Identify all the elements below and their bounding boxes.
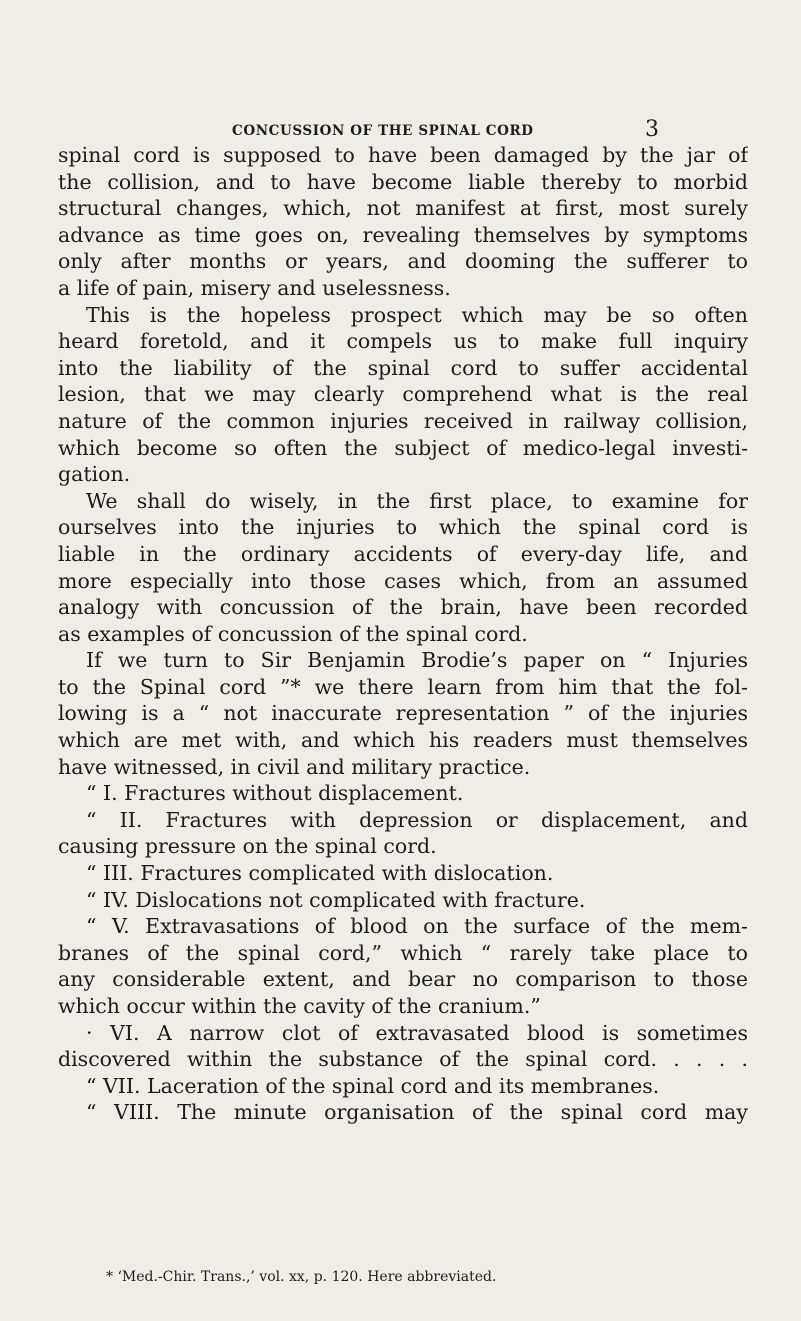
text-line: lowing is a “ not inaccurate representation ” of the injuries: [58, 701, 748, 726]
text-line: to the Spinal cord ”* we there learn from him that the fol-: [58, 674, 748, 699]
text-line: lesion, that we may clearly comprehend what is the real: [58, 382, 748, 407]
text-line: “ I. Fractures without displacement.: [86, 781, 464, 806]
text-line: “ VIII. The minute organisation of the spinal cord may: [86, 1100, 748, 1125]
text-line: branes of the spinal cord,” which “ rarely take place to: [58, 940, 748, 965]
text-line: “ II. Fractures with depression or displacement, and: [86, 807, 748, 832]
text-line: This is the hopeless prospect which may be so often: [86, 302, 748, 327]
text-line: liable in the ordinary accidents of every-day life, and: [58, 541, 748, 566]
text-line: If we turn to Sir Benjamin Brodie’s paper on “ Injuries: [86, 648, 748, 673]
text-line: the collision, and to have become liable thereby to morbid: [58, 169, 748, 194]
text-line: only after months or years, and dooming the sufferer to: [58, 249, 748, 274]
text-line: nature of the common injuries received in railway collision,: [58, 408, 748, 433]
text-line: ourselves into the injuries to which the spinal cord is: [58, 515, 748, 540]
text-line: “ III. Fractures complicated with dislocation.: [86, 861, 554, 886]
text-line: We shall do wisely, in the first place, to examine for: [86, 488, 748, 513]
text-line: which become so often the subject of medico-legal investi-: [58, 435, 748, 460]
text-line: “ V. Extravasations of blood on the surface of the mem-: [86, 914, 748, 939]
text-line: causing pressure on the spinal cord.: [58, 834, 437, 859]
running-title: CONCUSSION OF THE SPINAL CORD: [232, 123, 534, 139]
body-text: [58, 142, 748, 1126]
text-line: as examples of concussion of the spinal cord.: [58, 621, 528, 646]
text-line: which occur within the cavity of the cranium.”: [58, 994, 541, 1018]
text-line: · VI. A narrow clot of extravasated blood is sometimes: [86, 1020, 748, 1045]
text-line: into the liability of the spinal cord to suffer accidental: [58, 355, 748, 380]
text-line: “ VII. Laceration of the spinal cord and its membranes.: [86, 1073, 660, 1098]
text-line: more especially into those cases which, from an assumed: [58, 568, 748, 593]
text-line: structural changes, which, not manifest at first, most surely: [58, 196, 748, 221]
text-line: have witnessed, in civil and military practice.: [58, 754, 531, 779]
text-line: heard foretold, and it compels us to make full inquiry: [58, 329, 748, 354]
text-line: advance as time goes on, revealing themselves by symptoms: [58, 222, 748, 247]
text-line: which are met with, and which his readers must themselves: [58, 728, 748, 753]
text-line: discovered within the substance of the spinal cord. . . . .: [58, 1047, 748, 1072]
text-line: “ IV. Dislocations not complicated with fracture.: [86, 887, 586, 912]
footnote: * ‘Med.-Chir. Trans.,’ vol. xx, p. 120. Here abbreviated.: [106, 1269, 497, 1285]
text-line: spinal cord is supposed to have been damaged by the jar of: [58, 143, 748, 167]
page-number: 3: [645, 117, 659, 142]
text-line: gation.: [58, 462, 131, 487]
text-line: any considerable extent, and bear no comparison to those: [58, 967, 748, 992]
text-line: a life of pain, misery and uselessness.: [58, 275, 451, 300]
text-line: analogy with concussion of the brain, have been recorded: [58, 595, 748, 620]
